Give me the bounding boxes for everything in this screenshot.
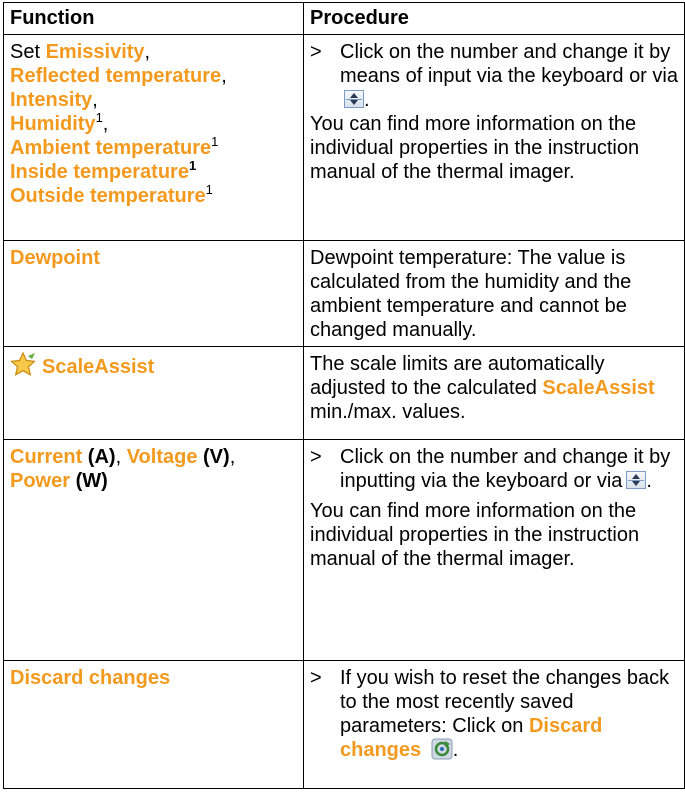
star-icon: [10, 352, 36, 376]
procedure-cell: [304, 661, 685, 789]
procedure-cell: [304, 440, 685, 661]
table-header-row: [4, 3, 685, 35]
function-cell: Set Emissivity, Reflected temperature, Intensity, Humidity$^1$, Ambient temperature$^1$ Inside temperature$^1$ Outside temperature$^1$: [4, 35, 304, 241]
term-outside-temperature: Outside temperature: [10, 185, 206, 207]
header-procedure: Procedure: [304, 3, 685, 35]
term-discard-changes-inline: Discard changes: [340, 715, 603, 761]
term-ambient-temperature: Ambient temperature: [10, 137, 212, 159]
table-row: [4, 661, 685, 789]
term-intensity: Intensity: [10, 89, 93, 111]
procedure-step: > If you wish to reset the changes back to the most recently saved parameters: Click on Discard changes .: [310, 667, 670, 761]
term-scaleassist: ScaleAssist: [42, 356, 155, 378]
term-voltage: Voltage: [126, 446, 198, 468]
term-current: Current: [10, 446, 83, 468]
procedure-step: > Click on the number and change it by means of input via the keyboard or via .: [310, 41, 678, 111]
term-emissivity: Emissivity: [45, 41, 145, 63]
term-reflected-temperature: Reflected temperature: [10, 65, 222, 87]
function-cell: Current (A), Voltage (V), Power (W): [4, 440, 304, 661]
procedure-info: You can find more information on the individual properties in the instruction manual of the thermal imager.: [310, 500, 640, 570]
term-inside-temperature: Inside temperature: [10, 161, 189, 183]
term-power: Power: [10, 470, 71, 492]
function-cell: [4, 241, 304, 347]
procedure-info: You can find more information on the individual properties in the instruction manual of the thermal imager.: [310, 113, 640, 183]
spinner-icon: [626, 471, 646, 489]
term-dewpoint: Dewpoint: [10, 247, 100, 269]
header-function: Function: [4, 3, 304, 35]
table-row: [4, 347, 685, 440]
table-row: [4, 241, 685, 347]
table-row: [4, 440, 685, 661]
discard-changes-icon: [431, 738, 453, 760]
term-discard-changes: Discard changes: [10, 667, 171, 689]
procedure-cell: Dewpoint temperature: The value is calculated from the humidity and the ambient temperature and cannot be changed manually.: [304, 241, 685, 347]
function-procedure-table: [3, 2, 685, 789]
term-scaleassist-inline: ScaleAssist: [542, 377, 655, 399]
procedure-cell: [304, 35, 685, 241]
function-cell: [4, 347, 304, 440]
term-humidity: Humidity: [10, 113, 96, 135]
procedure-cell: The scale limits are automatically adjusted to the calculated ScaleAssist min./max. values.: [304, 347, 685, 440]
procedure-step: > Click on the number and change it by inputting via the keyboard or via .: [310, 446, 671, 492]
spinner-icon: [344, 90, 364, 108]
function-cell: [4, 661, 304, 789]
table-row: [4, 35, 685, 241]
